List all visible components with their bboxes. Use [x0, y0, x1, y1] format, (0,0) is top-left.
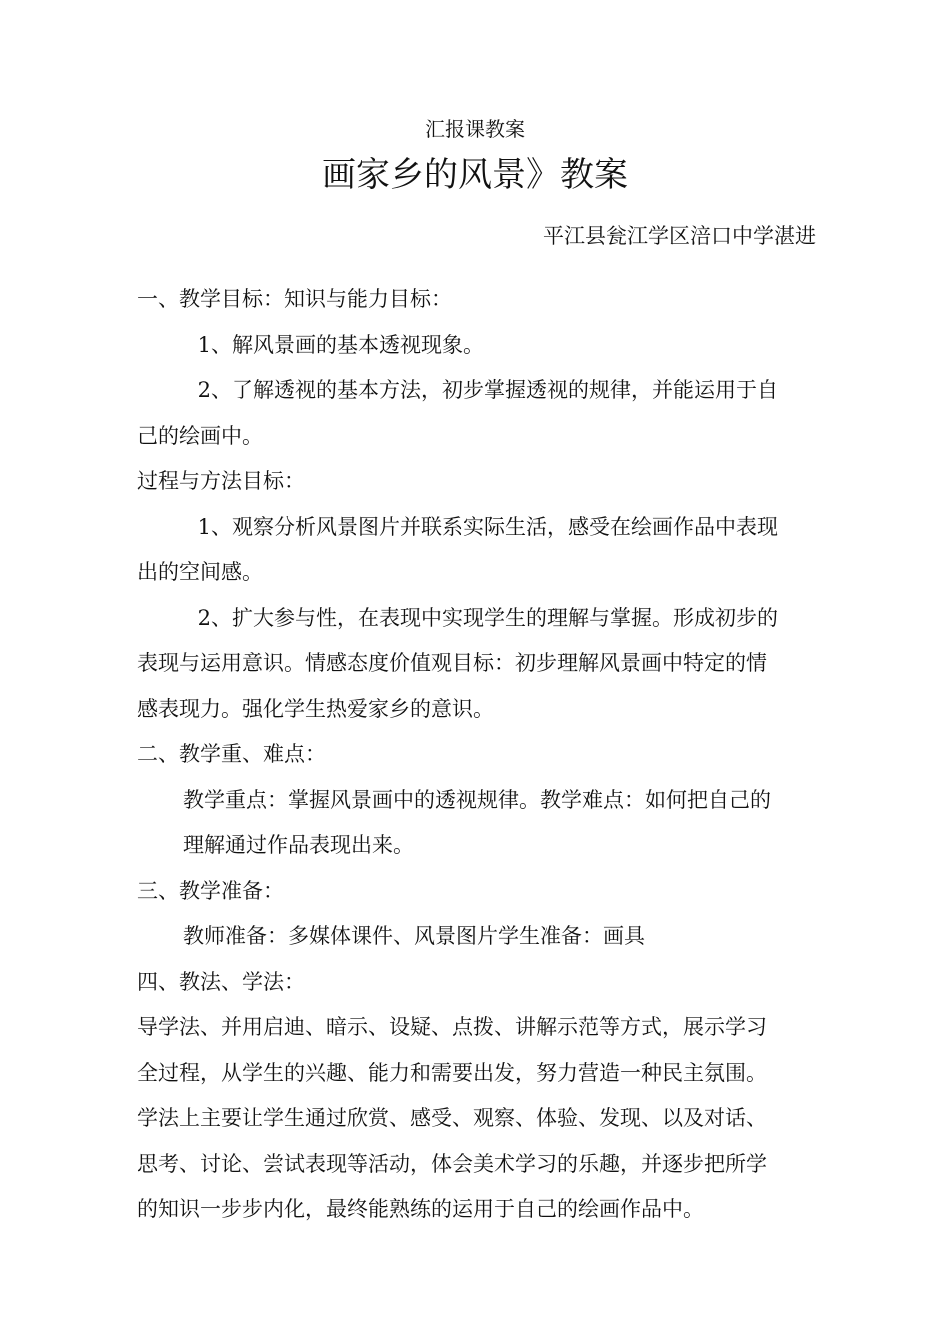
section-heading-methods: 四、教法、学法：: [137, 969, 305, 994]
section-heading-preparation: 三、教学准备：: [137, 878, 284, 903]
document-title: 画家乡的风景》教案: [322, 155, 628, 195]
section-heading-objectives: 一、教学目标：知识与能力目标：: [137, 287, 452, 311]
paragraph-line: 全过程，从学生的兴趣、能力和需要出发，努力营造一种民主氛围。: [137, 1060, 767, 1085]
paragraph-line: 理解通过作品表现出来。: [183, 833, 414, 857]
document-header: 汇报课教案: [425, 117, 525, 141]
document-body: [137, 277, 817, 1233]
paragraph-line: 2、扩大参与性，在表现中实现学生的理解与掌握。形成初步的: [191, 605, 779, 630]
paragraph-line: 己的绘画中。: [137, 423, 263, 448]
paragraph-line: 感表现力。强化学生热爱家乡的意识。: [137, 696, 494, 721]
paragraph-line: 导学法、并用启迪、暗示、设疑、点拨、讲解示范等方式，展示学习: [137, 1015, 767, 1039]
paragraph-line: 的知识一步步内化，最终能熟练的运用于自己的绘画作品中。: [137, 1197, 704, 1221]
subheading-process-methods: 过程与方法目标：: [137, 469, 305, 493]
document-author: 平江县瓮江学区涪口中学湛进: [543, 224, 816, 248]
paragraph-line: 2、了解透视的基本方法，初步掌握透视的规律，并能运用于自: [191, 378, 779, 402]
paragraph-line: 1、解风景画的基本透视现象。: [191, 332, 485, 357]
paragraph-line: 教学重点：掌握风景画中的透视规律。教学难点：如何把自己的: [183, 787, 771, 812]
paragraph-line: 思考、讨论、尝试表现等活动，体会美术学习的乐趣，并逐步把所学: [137, 1151, 767, 1176]
section-heading-key-points: 二、教学重、难点：: [137, 742, 326, 766]
paragraph-line: 教师准备：多媒体课件、风景图片学生准备：画具: [183, 924, 645, 948]
paragraph-line: 学法上主要让学生通过欣赏、感受、观察、体验、发现、以及对话、: [137, 1106, 767, 1130]
paragraph-line: 表现与运用意识。情感态度价值观目标：初步理解风景画中特定的情: [137, 651, 767, 675]
paragraph-line: 出的空间感。: [137, 560, 263, 584]
paragraph-line: 1、观察分析风景图片并联系实际生活，感受在绘画作品中表现: [191, 514, 779, 539]
